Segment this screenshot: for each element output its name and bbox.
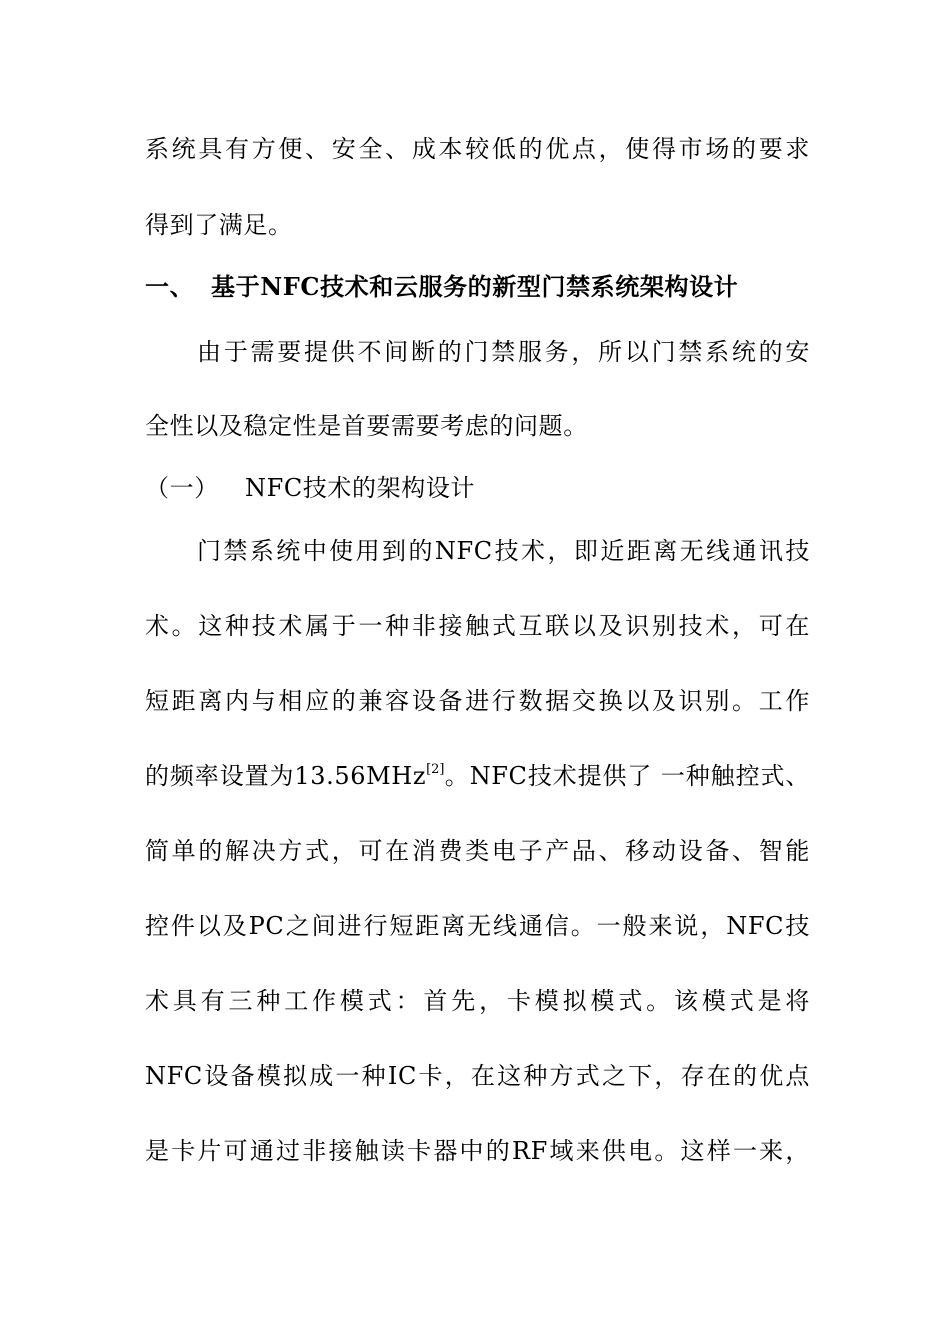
paragraph-line: 控件以及PC之间进行短距离无线通信。一般来说，NFC技: [145, 912, 810, 940]
paragraph-line: 系统具有方便、安全、成本较低的优点，使得市场的要求: [145, 135, 810, 163]
paragraph-line: 术。这种技术属于一种非接触式互联以及识别技术，可在: [145, 612, 810, 640]
citation-reference: [2]: [426, 762, 445, 777]
section-number: 一、: [145, 272, 195, 301]
subsection-heading: [145, 472, 810, 504]
paragraph-line: NFC设备模拟成一种IC卡，在这种方式之下，存在的优点: [145, 1062, 810, 1090]
paragraph-line: 门禁系统中使用到的NFC技术，即近距离无线通讯技: [197, 537, 810, 565]
paragraph-line: 得到了满足。: [145, 211, 293, 239]
paragraph-line: 短距离内与相应的兼容设备进行数据交换以及识别。工作: [145, 687, 810, 715]
section-heading: [145, 271, 810, 303]
paragraph-text: 。NFC技术提供了 一种触控式、: [444, 762, 810, 790]
paragraph-line: [145, 760, 810, 792]
paragraph-line: 是卡片可通过非接触读卡器中的RF域来供电。这样一来，: [145, 1137, 810, 1165]
paragraph-line: 术具有三种工作模式：首先，卡模拟模式。该模式是将: [145, 987, 810, 1015]
subsection-title: NFC技术的架构设计: [245, 474, 476, 502]
section-title: 基于NFC技术和云服务的新型门禁系统架构设计: [211, 272, 739, 301]
paragraph-line: 简单的解决方式，可在消费类电子产品、移动设备、智能: [145, 837, 810, 865]
frequency-text: 的频率设置为13.56MHz: [145, 762, 427, 790]
subsection-number: （一）: [145, 474, 219, 502]
paragraph-line: 全性以及稳定性是首要需要考虑的问题。: [145, 412, 588, 440]
paragraph-line: 由于需要提供不间断的门禁服务，所以门禁系统的安: [197, 338, 810, 366]
